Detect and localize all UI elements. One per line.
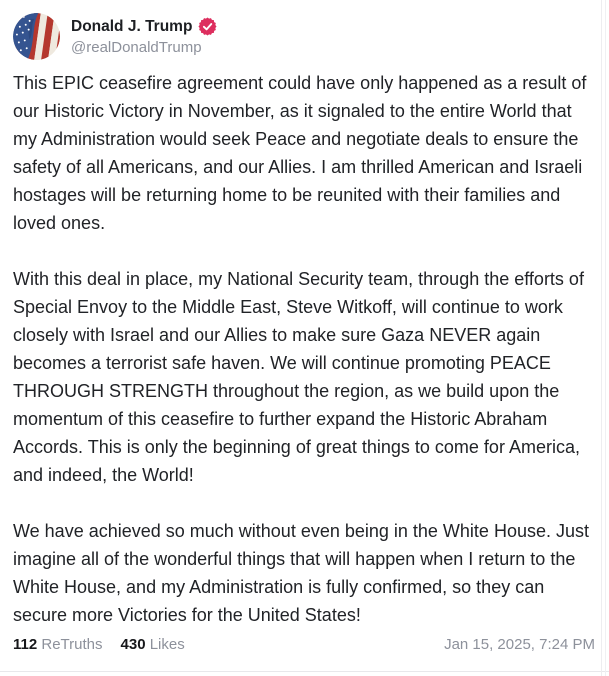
post-paragraph-1: This EPIC ceasefire agreement could have only happened as a result of our Historic Victory in November, as it signaled to the entire World that my Administration would seek Peace and negotiate deals to ensure the safety of all Americans, and our Allies. I am thrilled American and Israeli hostages will be returning home to be reunited with their families and loved ones.: [13, 73, 587, 233]
retruths-count: 112: [13, 636, 38, 653]
post-paragraph-3: We have achieved so much without even being in the White House. Just imagine all of the wonderful things that will happen when I return to the White House, and my Administration is fully confirmed, so they can secure more Victories for the United States!: [13, 521, 589, 625]
divider: [0, 671, 609, 672]
retruths-stat[interactable]: [13, 636, 103, 653]
likes-label: Likes: [149, 636, 185, 653]
author-display-name[interactable]: Donald J. Trump: [71, 17, 193, 35]
flag-portrait-image: [13, 13, 60, 60]
likes-stat[interactable]: [121, 636, 185, 653]
post-paragraph-2: With this deal in place, my National Security team, through the efforts of Special Envoy to the Middle East, Steve Witkoff, will continue to work closely with Israel and our Allies to make sure Gaza NEVER again becomes a terrorist safe haven. We will continue promoting PEACE THROUGH STRENGTH throughout the region, as we build upon the momentum of this ceasefire to further expand the Historic Abraham Accords. This is only the beginning of great things to come for America, and indeed, the World!: [13, 269, 584, 485]
scrollbar-track-edge: [605, 0, 606, 676]
likes-count: 430: [120, 636, 146, 653]
author-block: [71, 17, 217, 56]
author-handle[interactable]: @realDonaldTrump: [71, 39, 202, 56]
avatar[interactable]: [13, 13, 60, 60]
timestamp[interactable]: Jan 15, 2025, 7:24 PM: [444, 636, 595, 653]
post-body: [0, 69, 609, 629]
post-footer: [0, 636, 609, 653]
verified-badge-icon: [198, 17, 217, 36]
post-stats: [13, 636, 185, 653]
scrollbar-track[interactable]: [601, 0, 602, 676]
post-header: [0, 0, 609, 60]
retruths-label: ReTruths: [41, 636, 103, 653]
author-name-row: [71, 17, 217, 36]
